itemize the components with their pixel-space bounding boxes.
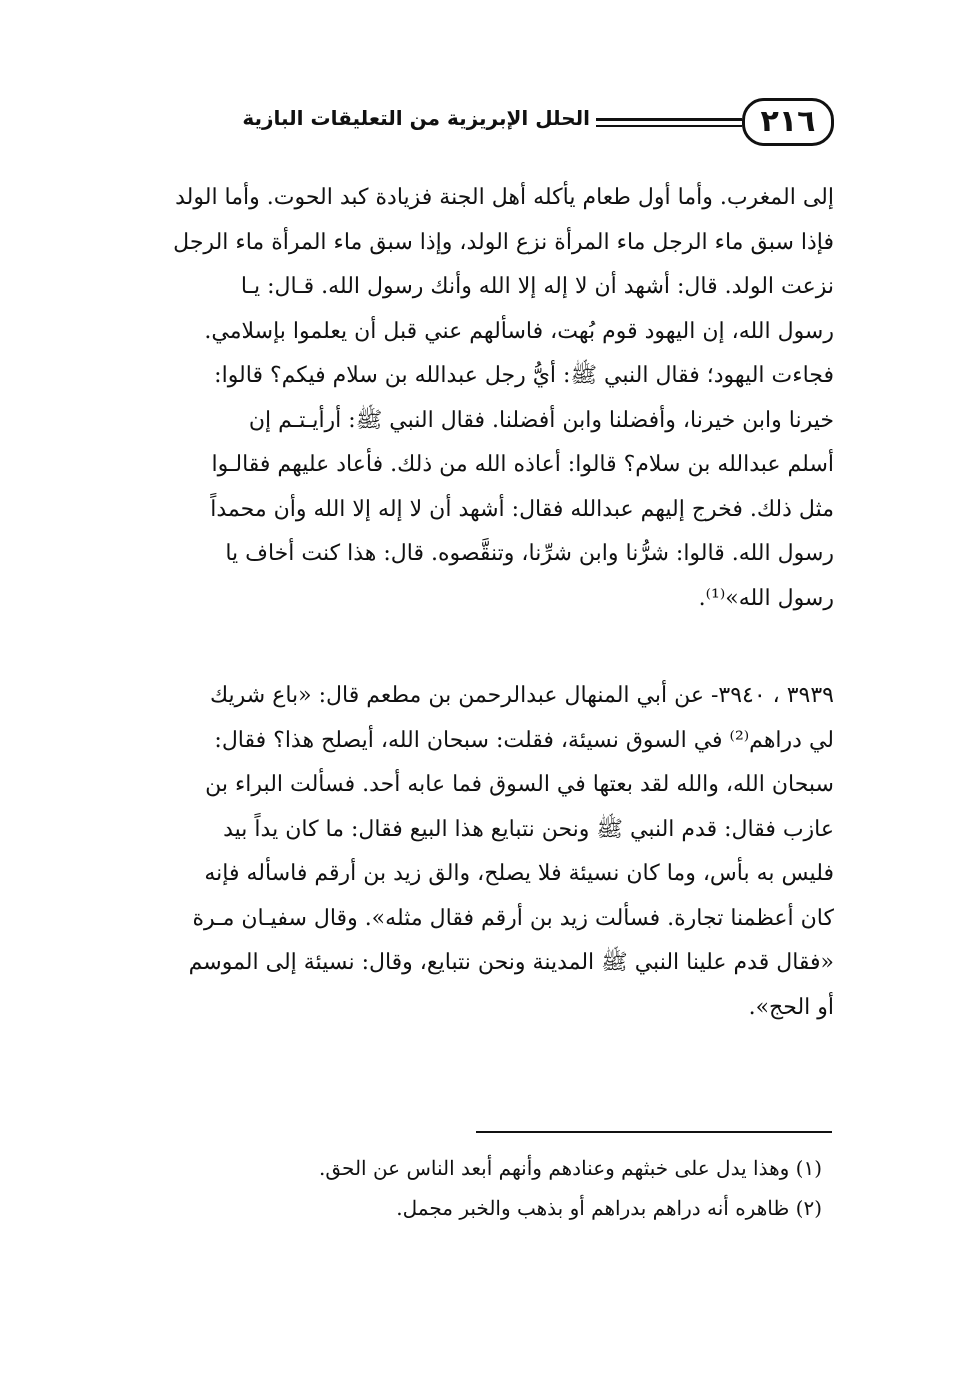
text-line: سبحان الله، والله لقد بعتها في السوق فما عابه أحد. فسألت البراء بن <box>205 772 834 797</box>
text-line: أسلم عبدالله بن سلام؟ قالوا: أعاذه الله من ذلك. فأعاد عليهم فقالـوا <box>211 452 834 477</box>
text-line: ٣٩٣٩ ، ٣٩٤٠- عن أبي المنهال عبدالرحمن بن مطعم قال: «باع شريك <box>210 683 834 708</box>
text-line: خيرنا وابن خيرنا، وأفضلنا وابن أفضلنا. فقال النبي ﷺ: أرأيـتـم إن <box>248 407 834 433</box>
text-line: أو الحج». <box>748 994 834 1020</box>
text-line: عازب فقال: قدم النبي ﷺ ونحن نتبايع هذا البيع فقال: ما كان يداً بيد <box>223 816 834 842</box>
paragraph-2 <box>112 674 834 1030</box>
text-line: رسول الله. قالوا: شرُّنا وابن شرِّنا، وتنقَّصوه. قال: هذا كنت أخاف يا <box>225 541 834 566</box>
text-line: إلى المغرب. وأما أول طعام يأكله أهل الجنة فزيادة كبد الحوت. وأما الولد <box>175 185 834 210</box>
text-line: فجاءت اليهود؛ فقال النبي ﷺ: أيُّ رجل عبدالله بن سلام فيكم؟ قالوا: <box>214 363 834 388</box>
paragraph-1 <box>112 176 834 621</box>
header-double-rule <box>596 118 742 127</box>
text-line: نزعت الولد. قال: أشهد أن لا إله إلا الله وأنك رسول الله. قـال: يـا <box>240 274 834 299</box>
text-line: لي دراهم⁽²⁾ في السوق نسيئة، فقلت: سبحان الله، أيصلح هذا؟ فقال: <box>214 727 834 753</box>
footnotes <box>112 1148 822 1228</box>
text-line: كان أعظمنا تجارة. فسألت زيد بن أرقم فقال مثله». وقال سفيـان مـرة <box>192 905 834 931</box>
text-line: رسول الله»⁽¹⁾. <box>698 585 834 611</box>
text-line: فإذا سبق ماء الرجل ماء المرأة نزع الولد، وإذا سبق ماء المرأة ماء الرجل <box>173 229 834 255</box>
footnote-separator <box>476 1131 832 1133</box>
footnote-2: (٢) ظاهره أنه دراهم بدراهم أو بذهب والخبر مجمل. <box>396 1196 822 1220</box>
text-line: «فقال قدم علينا النبي ﷺ المدينة ونحن نتبايع، وقال: نسيئة إلى الموسم <box>188 950 834 975</box>
page-number: ٢١٦ <box>742 98 834 146</box>
text-line: مثل ذلك. فخرج إليهم عبدالله فقال: أشهد أن لا إله إلا الله وأن محمداً <box>210 496 834 522</box>
running-title: الحلل الإبريزية من التعليقات البازية <box>242 106 590 130</box>
footnote-1: (١) وهذا يدل على خبثهم وعنادهم وأنهم أبعد الناس عن الحق. <box>319 1156 822 1180</box>
text-line: فليس به بأس، وما كان نسيئة فلا يصلح، والق زيد بن أرقم فاسأله فإنه <box>204 861 834 886</box>
text-line: رسول الله، إن اليهود قوم بُهت، فاسألهم عني قبل أن يعلموا بإسلامي. <box>204 318 834 344</box>
page-header <box>110 98 834 150</box>
